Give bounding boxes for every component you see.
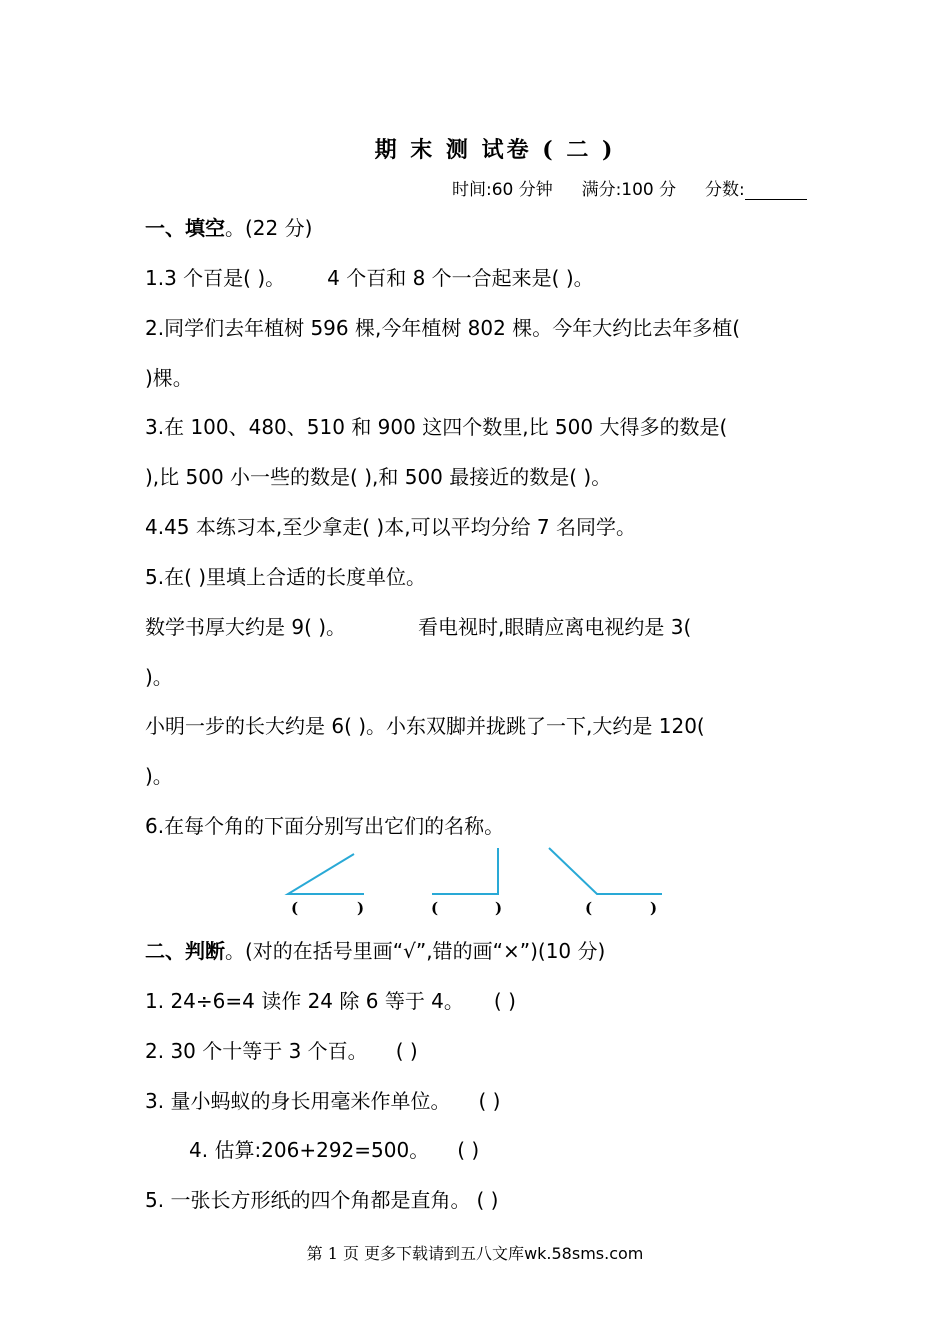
judgement-text: 2. 30 个十等于 3 个百。 xyxy=(145,1039,368,1063)
question-1b: 4 个百和 8 个一合起来是( )。 xyxy=(327,266,594,290)
score-blank[interactable] xyxy=(745,181,807,200)
judgement-item-5 xyxy=(145,1184,498,1213)
answer-paren[interactable]: ( ) xyxy=(395,1039,418,1063)
judgement-item-2 xyxy=(145,1035,418,1064)
angle-1-paren-open: ( xyxy=(291,899,299,917)
section-heading-label: 二、判断 xyxy=(145,939,225,963)
question-2-line2: )棵。 xyxy=(145,366,193,390)
angle-2-paren-open: ( xyxy=(431,899,439,917)
angle-3-paren-open: ( xyxy=(585,899,593,917)
judgement-text: 4. 估算:206+292=500。 xyxy=(189,1138,430,1162)
right-angle-figure xyxy=(432,848,498,894)
answer-paren[interactable]: ( ) xyxy=(493,989,516,1013)
footer-site-link[interactable]: wk.58sms.com xyxy=(524,1244,644,1263)
question-2-line1: 2.同学们去年植树 596 棵,今年植树 802 棵。今年大约比去年多植( xyxy=(145,316,741,340)
acute-angle-figure xyxy=(288,854,364,894)
section-heading-score: 。(22 分) xyxy=(225,216,313,240)
obtuse-angle-figure xyxy=(549,848,662,894)
angle-1-paren-close: ) xyxy=(357,899,365,917)
answer-paren[interactable]: ( ) xyxy=(476,1188,499,1212)
question-3-line1: 3.在 100、480、510 和 900 这四个数里,比 500 大得多的数是( xyxy=(145,415,728,439)
judgement-text: 5. 一张长方形纸的四个角都是直角。 xyxy=(145,1188,471,1212)
judgement-item-4 xyxy=(189,1134,479,1163)
exam-meta xyxy=(452,175,807,200)
section-fill-blank-heading xyxy=(145,212,312,241)
angle-2-paren-close: ) xyxy=(495,899,503,917)
judgement-text: 1. 24÷6=4 读作 24 除 6 等于 4。 xyxy=(145,989,464,1013)
footer-text: 第 1 页 更多下载请到五八文库 xyxy=(306,1244,525,1263)
question-1a: 1.3 个百是( )。 xyxy=(145,266,286,290)
angle-figures xyxy=(270,840,690,900)
section-heading-label: 一、填空 xyxy=(145,216,225,240)
judgement-item-1 xyxy=(145,985,516,1014)
judgement-text: 3. 量小蚂蚁的身长用毫米作单位。 xyxy=(145,1089,451,1113)
question-1 xyxy=(145,262,594,291)
answer-paren[interactable]: ( ) xyxy=(478,1089,501,1113)
section-heading-instructions: 。(对的在括号里画“√”,错的画“×”)(10 分) xyxy=(225,939,606,963)
page-title: 期 末 测 试卷 ( 二 ) xyxy=(374,137,616,163)
question-5-row2-cont: )。 xyxy=(145,764,173,788)
score-label: 分数: xyxy=(704,180,745,200)
judgement-item-3 xyxy=(145,1085,500,1114)
full-score: 满分:100 分 xyxy=(581,180,677,200)
question-5b: 看电视时,眼睛应离电视约是 3( xyxy=(418,615,692,639)
question-5-row2: 小明一步的长大约是 6( )。小东双脚并拢跳了一下,大约是 120( xyxy=(145,714,705,738)
question-5: 5.在( )里填上合适的长度单位。 xyxy=(145,565,427,589)
question-3-line2: ),比 500 小一些的数是( ),和 500 最接近的数是( )。 xyxy=(145,465,612,489)
time-limit: 时间:60 分钟 xyxy=(452,180,553,200)
question-6: 6.在每个角的下面分别写出它们的名称。 xyxy=(145,814,505,838)
question-5a: 数学书厚大约是 9( )。 xyxy=(145,615,347,639)
question-5-row1-cont: )。 xyxy=(145,665,173,689)
section-judgement-heading xyxy=(145,935,605,964)
page-footer xyxy=(0,1241,950,1264)
question-4: 4.45 本练习本,至少拿走( )本,可以平均分给 7 名同学。 xyxy=(145,515,637,539)
angle-3-paren-close: ) xyxy=(650,899,658,917)
question-5-row1 xyxy=(145,611,691,640)
answer-paren[interactable]: ( ) xyxy=(457,1138,480,1162)
